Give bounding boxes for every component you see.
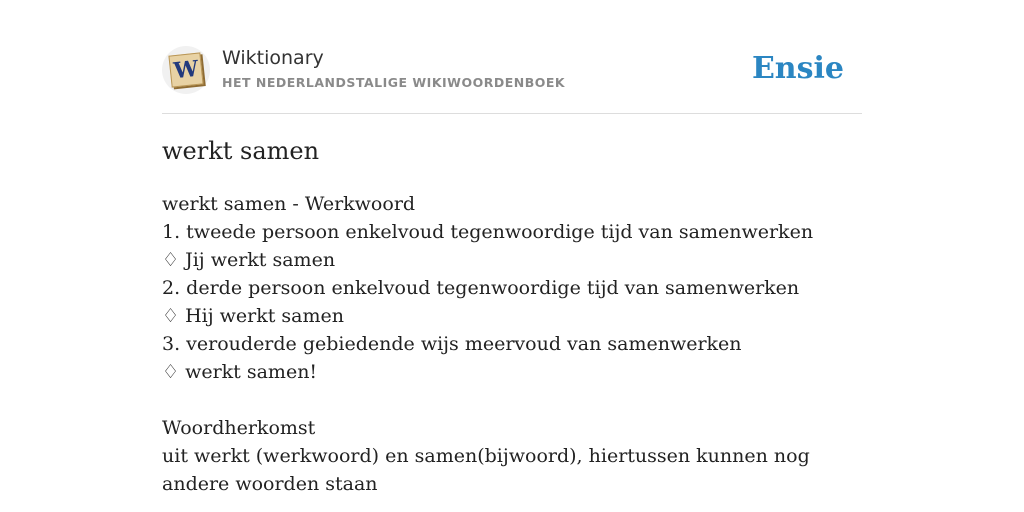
entry-content [162, 190, 862, 498]
definition-line: 1. tweede persoon enkelvoud tegenwoordige tijd van samenwerken [162, 221, 814, 243]
site-tagline: HET NEDERLANDSTALIGE WIKIWOORDENBOEK [222, 75, 566, 90]
entry-heading: werkt samen - Werkwoord [162, 193, 416, 215]
example-line: ♢ Hij werkt samen [162, 305, 345, 327]
wiktionary-logo-icon[interactable] [162, 46, 210, 94]
definition-line: 3. verouderde gebiedende wijs meervoud van samenwerken [162, 333, 742, 355]
definition-line: 2. derde persoon enkelvoud tegenwoordige tijd van samenwerken [162, 277, 800, 299]
example-line: ♢ werkt samen! [162, 361, 318, 383]
header-divider [162, 113, 862, 114]
spacer [162, 386, 862, 414]
logo-tile: W [168, 52, 203, 87]
etymology-heading: Woordherkomst [162, 417, 316, 439]
ensie-brand-link[interactable]: Ensie [751, 51, 844, 86]
page-title: werkt samen [162, 137, 320, 165]
site-name[interactable]: Wiktionary [222, 47, 324, 69]
example-line: ♢ Jij werkt samen [162, 249, 336, 271]
etymology-text: uit werkt (werkwoord) en samen(bijwoord), hiertussen kunnen nog andere woorden staan [162, 445, 810, 495]
site-header [162, 46, 862, 96]
